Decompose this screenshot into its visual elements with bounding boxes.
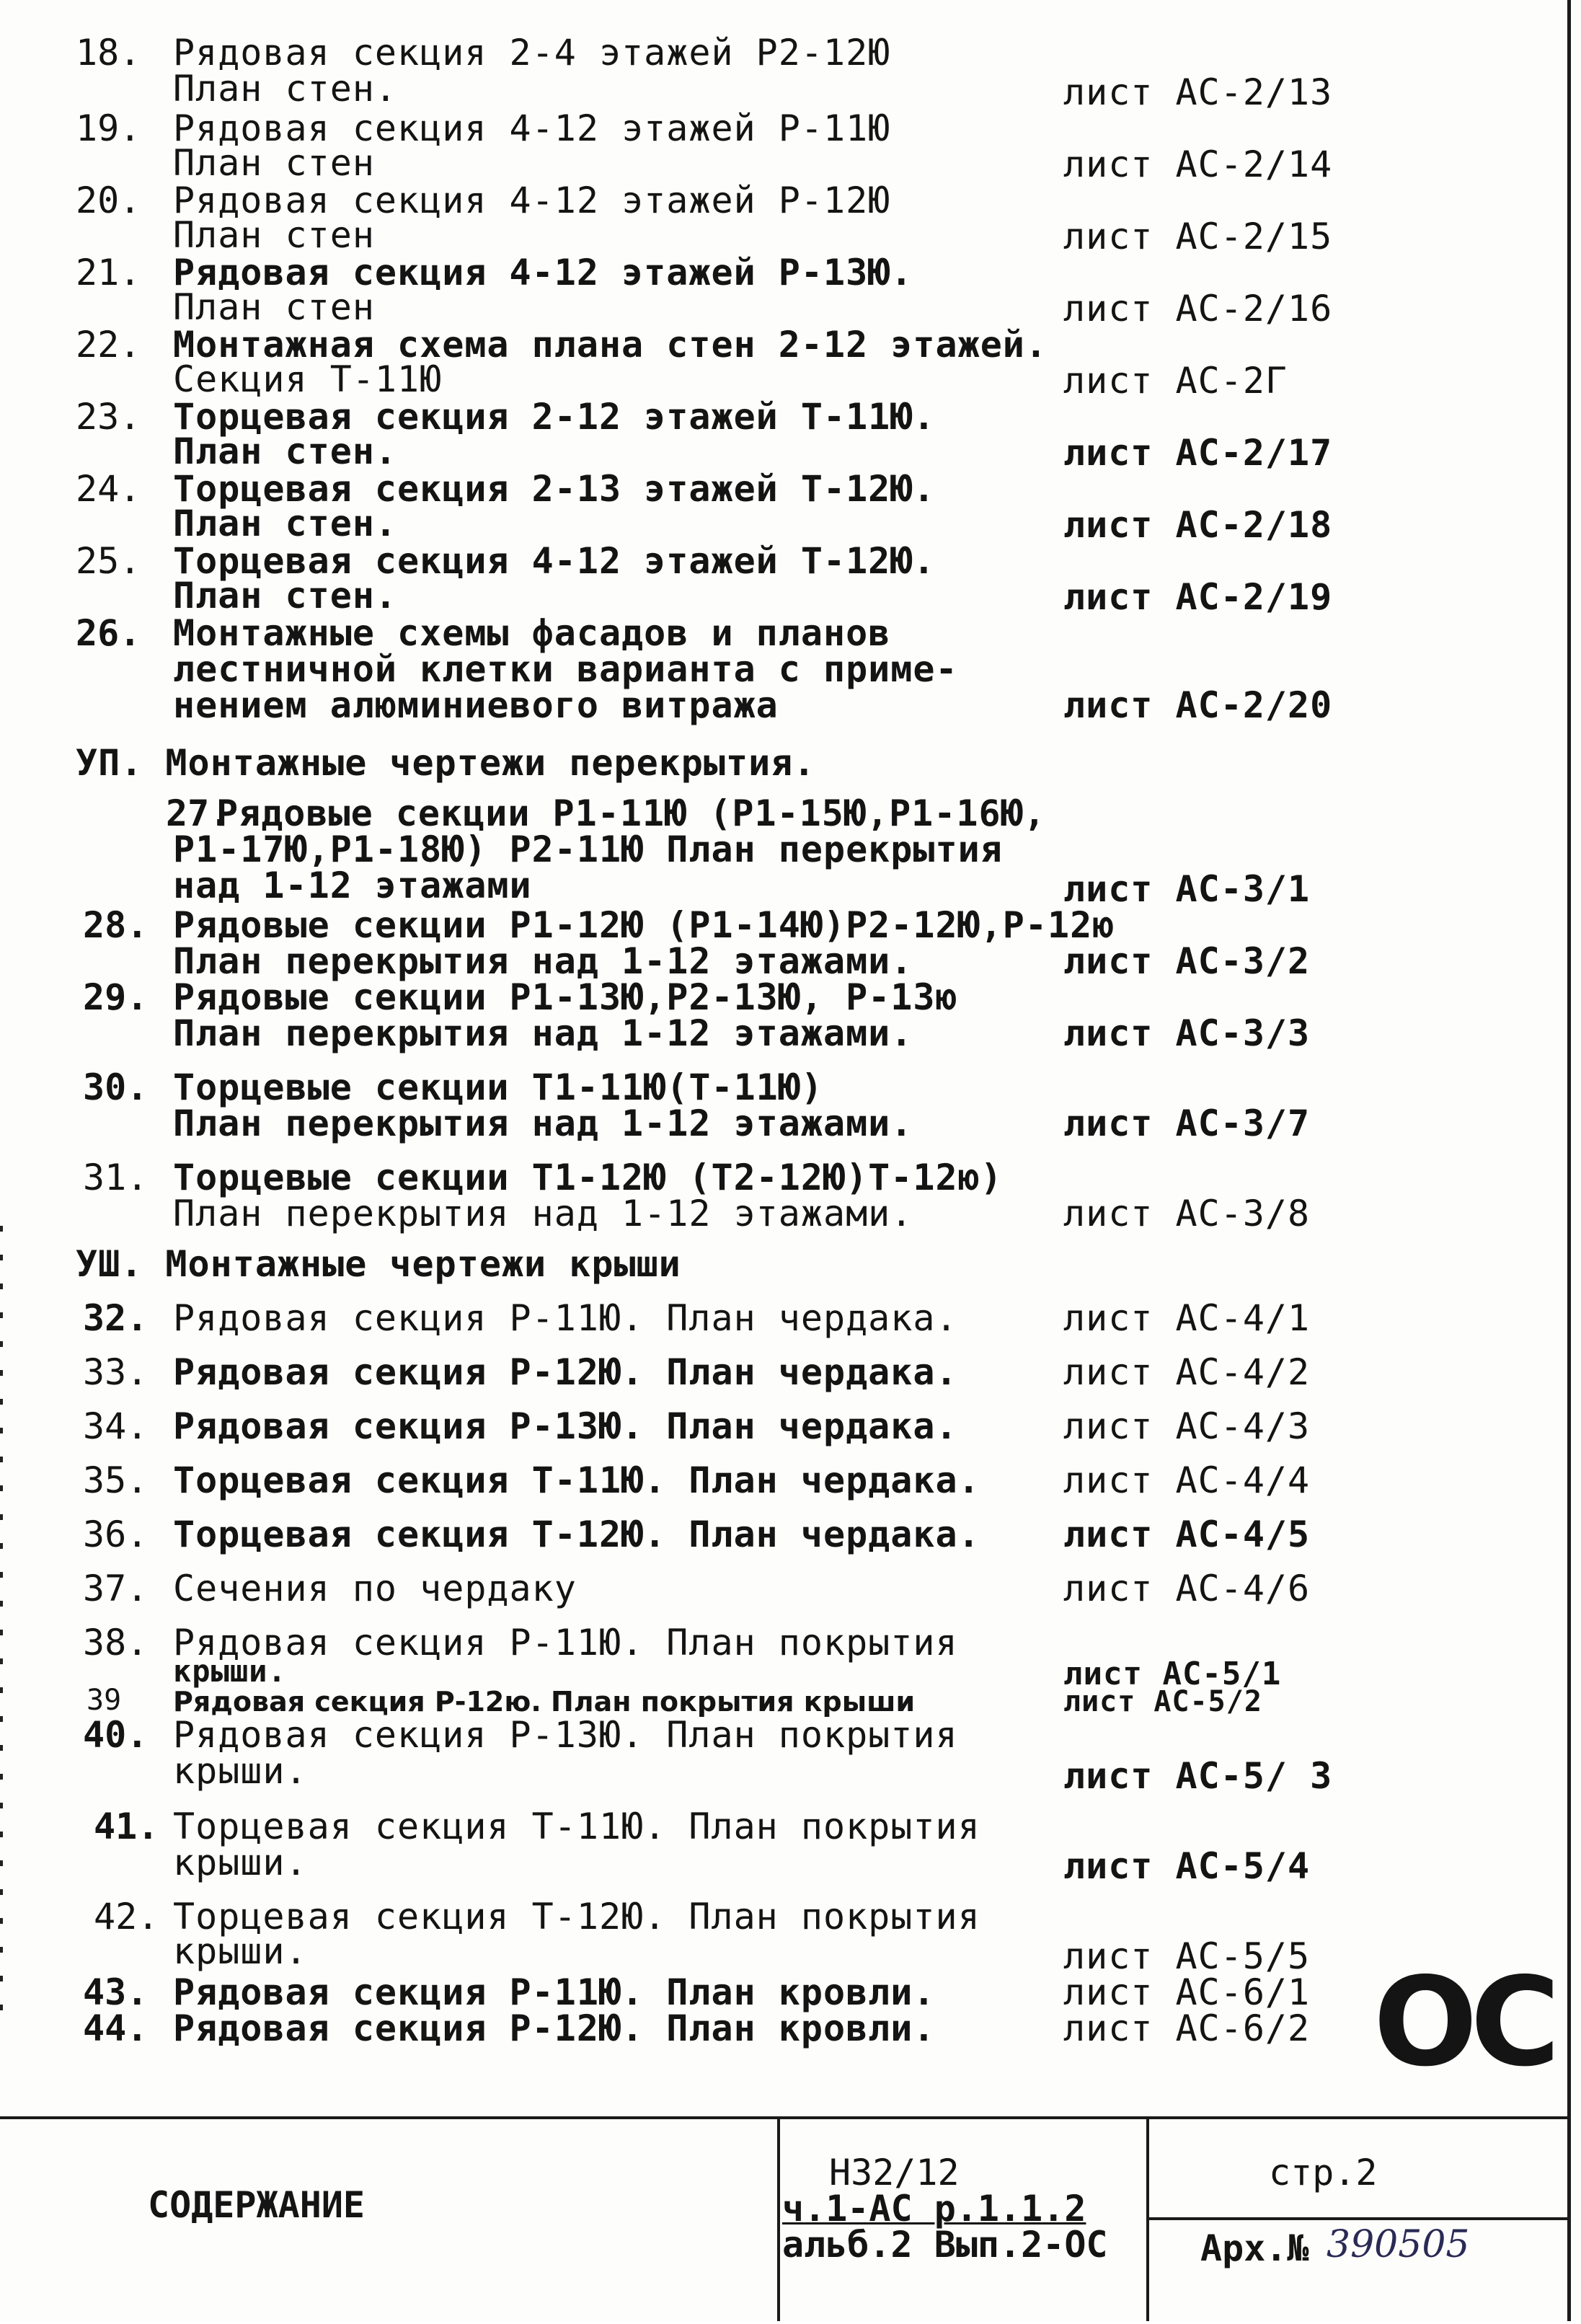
item-number: 42. [94, 1896, 159, 1938]
item-title-cont: План стен [173, 286, 375, 328]
item-title-cont: План стен [173, 142, 375, 184]
item-number: 38. [83, 1622, 149, 1664]
item-title: Торцевая секция 2-13 этажей Т-12Ю. [173, 468, 936, 510]
item-number: 37. [83, 1568, 149, 1609]
item-sheet: лист АС-3/3 [1063, 1012, 1311, 1054]
item-number: 35. [83, 1459, 149, 1501]
item-sheet: лист АС-5/5 [1063, 1935, 1311, 1977]
item-title-cont: План стен. [173, 68, 398, 110]
item-sheet: лист АС-3/1 [1063, 868, 1311, 910]
item-title-cont: крыши. [173, 1750, 308, 1792]
item-title: Торцевая секция 2-12 этажей Т-11Ю. [173, 396, 936, 438]
item-title: Торцевая секция 4-12 этажей Т-12Ю. [173, 540, 936, 582]
item-title: Торцевая секция Т-11Ю. План чердака. [173, 1459, 980, 1501]
item-number: 41. [94, 1806, 159, 1847]
item-number: 27. [166, 792, 231, 834]
stamp-mark: ОС [1373, 1951, 1554, 2094]
item-title: Рядовая секция 4-12 этажей Р-13Ю. [173, 252, 913, 293]
item-sheet: лист АС-3/7 [1063, 1103, 1311, 1144]
item-number: 26. [76, 612, 141, 654]
item-title-cont: План стен. [173, 503, 398, 544]
item-title-cont: крыши. [173, 1653, 287, 1689]
item-title-cont: План перекрытия над 1-12 этажами. [173, 1012, 913, 1054]
item-title-cont: лестничной клетки варианта с приме- [173, 648, 958, 690]
title-block-code: альб.2 Вып.2-ОС [782, 2224, 1108, 2266]
item-title-cont: План стен. [173, 430, 398, 472]
item-sheet: лист АС-5/1 [1063, 1656, 1282, 1692]
title-block-divider [777, 2116, 780, 2321]
item-title-cont: Р1-17Ю,Р1-18Ю) Р2-11Ю План перекрытия [173, 829, 1003, 870]
item-number: 24. [76, 468, 141, 510]
item-sheet: лист АС-5/ 3 [1063, 1755, 1333, 1797]
item-sheet: лист АС-3/2 [1063, 940, 1311, 982]
item-title: Рядовая секция 2-4 этажей Р2-12Ю [173, 32, 891, 74]
title-block-name: СОДЕРЖАНИЕ [148, 2184, 366, 2226]
item-title: Рядовые секции Р1-13Ю,Р2-13Ю, Р-13ю [173, 976, 958, 1018]
item-sheet: лист АС-4/5 [1063, 1514, 1311, 1555]
item-title: Рядовая секция Р-11Ю. План покрытия [173, 1622, 958, 1664]
item-title-cont: Секция Т-11Ю [173, 358, 443, 400]
item-title: Торцевая секция Т-12Ю. План чердака. [173, 1514, 980, 1555]
item-title: Рядовая секция Р-11Ю. План кровли. [173, 1971, 936, 2013]
item-title-cont: над 1-12 этажами [173, 865, 532, 906]
item-number: 20. [76, 180, 141, 221]
item-title: Торцевая секция Т-11Ю. План покрытия [173, 1806, 980, 1847]
title-block-code: Н32/12 [829, 2152, 960, 2193]
item-title: Рядовая секция Р-12Ю. План чердака. [173, 1351, 958, 1393]
title-block-code: ч.1-АС р.1.1.2 [782, 2188, 1086, 2230]
item-title: Рядовая секция 4-12 этажей Р-11Ю [173, 107, 891, 149]
binding-marks [0, 1226, 3, 2019]
item-sheet: лист АС-2/17 [1063, 432, 1333, 474]
item-title-cont: нением алюминиевого витража [173, 684, 779, 726]
item-sheet: лист АС-2/14 [1063, 143, 1333, 185]
item-number: 28. [83, 904, 149, 946]
item-title: Рядовая секция 4-12 этажей Р-12Ю [173, 180, 891, 221]
item-title-cont: План стен [173, 214, 375, 256]
item-title: Монтажная схема плана стен 2-12 этажей. [173, 324, 1048, 366]
item-title: Рядовые секции Р1-11Ю (Р1-15Ю,Р1-16Ю, [216, 792, 1046, 834]
item-title-cont: План перекрытия над 1-12 этажами. [173, 940, 913, 982]
item-title: Рядовые секции Р1-12Ю (Р1-14Ю)Р2-12Ю,Р-12ю [173, 904, 1115, 946]
item-sheet: лист АС-6/1 [1063, 1971, 1311, 2013]
item-title: Торцевые секции Т1-11Ю(Т-11Ю) [173, 1066, 823, 1108]
item-number: 29. [83, 976, 149, 1018]
item-title-cont: крыши. [173, 1930, 308, 1972]
item-sheet: лист АС-4/4 [1063, 1459, 1311, 1501]
item-title: Рядовая секция Р-12Ю. План кровли. [173, 2007, 936, 2049]
item-title-cont: План перекрытия над 1-12 этажами. [173, 1193, 913, 1234]
item-sheet: лист АС-5/2 [1063, 1685, 1262, 1718]
section-heading: УП. Монтажные чертежи перекрытия. [76, 742, 816, 784]
item-sheet: лист АС-2/18 [1063, 504, 1333, 546]
item-number: 25. [76, 540, 141, 582]
section-heading: УШ. Монтажные чертежи крыши [76, 1243, 681, 1285]
item-sheet: лист АС-2/13 [1063, 71, 1333, 113]
archive-label: Арх.№ [1200, 2227, 1309, 2269]
item-number: 32. [83, 1297, 149, 1339]
item-title: Торцевые секции Т1-12Ю (Т2-12Ю)Т-12ю) [173, 1157, 1003, 1198]
item-sheet: лист АС-2Г [1063, 360, 1288, 402]
archive-number: 390505 [1327, 2223, 1470, 2266]
item-title: Рядовая секция Р-11Ю. План чердака. [173, 1297, 958, 1339]
item-title-cont: План стен. [173, 575, 398, 617]
item-number: 21. [76, 252, 141, 293]
item-number: 33. [83, 1351, 149, 1393]
item-number: 34. [83, 1405, 149, 1447]
item-number: 18. [76, 32, 141, 74]
item-sheet: лист АС-4/6 [1063, 1568, 1311, 1609]
item-title: Рядовая секция Р-13Ю. План чердака. [173, 1405, 958, 1447]
title-block-divider [1146, 2217, 1567, 2220]
item-number: 39 [87, 1684, 122, 1717]
item-title: Торцевая секция Т-12Ю. План покрытия [173, 1896, 980, 1938]
item-title: Рядовая секция Р-13Ю. План покрытия [173, 1714, 958, 1756]
item-sheet: лист АС-2/20 [1063, 684, 1333, 726]
item-number: 22. [76, 324, 141, 366]
item-number: 40. [83, 1714, 149, 1756]
item-sheet: лист АС-2/16 [1063, 288, 1333, 330]
item-number: 44. [83, 2007, 149, 2049]
item-sheet: лист АС-2/19 [1063, 576, 1333, 618]
item-number: 19. [76, 107, 141, 149]
item-number: 43. [83, 1971, 149, 2013]
item-title-cont: План перекрытия над 1-12 этажами. [173, 1103, 913, 1144]
item-sheet: лист АС-4/2 [1063, 1351, 1311, 1393]
item-title: Сечения по чердаку [173, 1568, 577, 1609]
item-sheet: лист АС-6/2 [1063, 2007, 1311, 2049]
item-title: Монтажные схемы фасадов и планов [173, 612, 891, 654]
item-number: 31. [83, 1157, 149, 1198]
item-title: Рядовая секция Р-12ю. План покрытия крыши [173, 1686, 916, 1718]
item-title-cont: крыши. [173, 1842, 308, 1883]
item-sheet: лист АС-4/1 [1063, 1297, 1311, 1339]
page-border-right [1567, 0, 1571, 2321]
item-sheet: лист АС-3/8 [1063, 1193, 1311, 1234]
item-number: 30. [83, 1066, 149, 1108]
item-number: 23. [76, 396, 141, 438]
item-sheet: лист АС-4/3 [1063, 1405, 1311, 1447]
item-sheet: лист АС-5/4 [1063, 1845, 1311, 1887]
item-sheet: лист АС-2/15 [1063, 216, 1333, 257]
item-number: 36. [83, 1514, 149, 1555]
page-number: стр.2 [1269, 2152, 1378, 2193]
